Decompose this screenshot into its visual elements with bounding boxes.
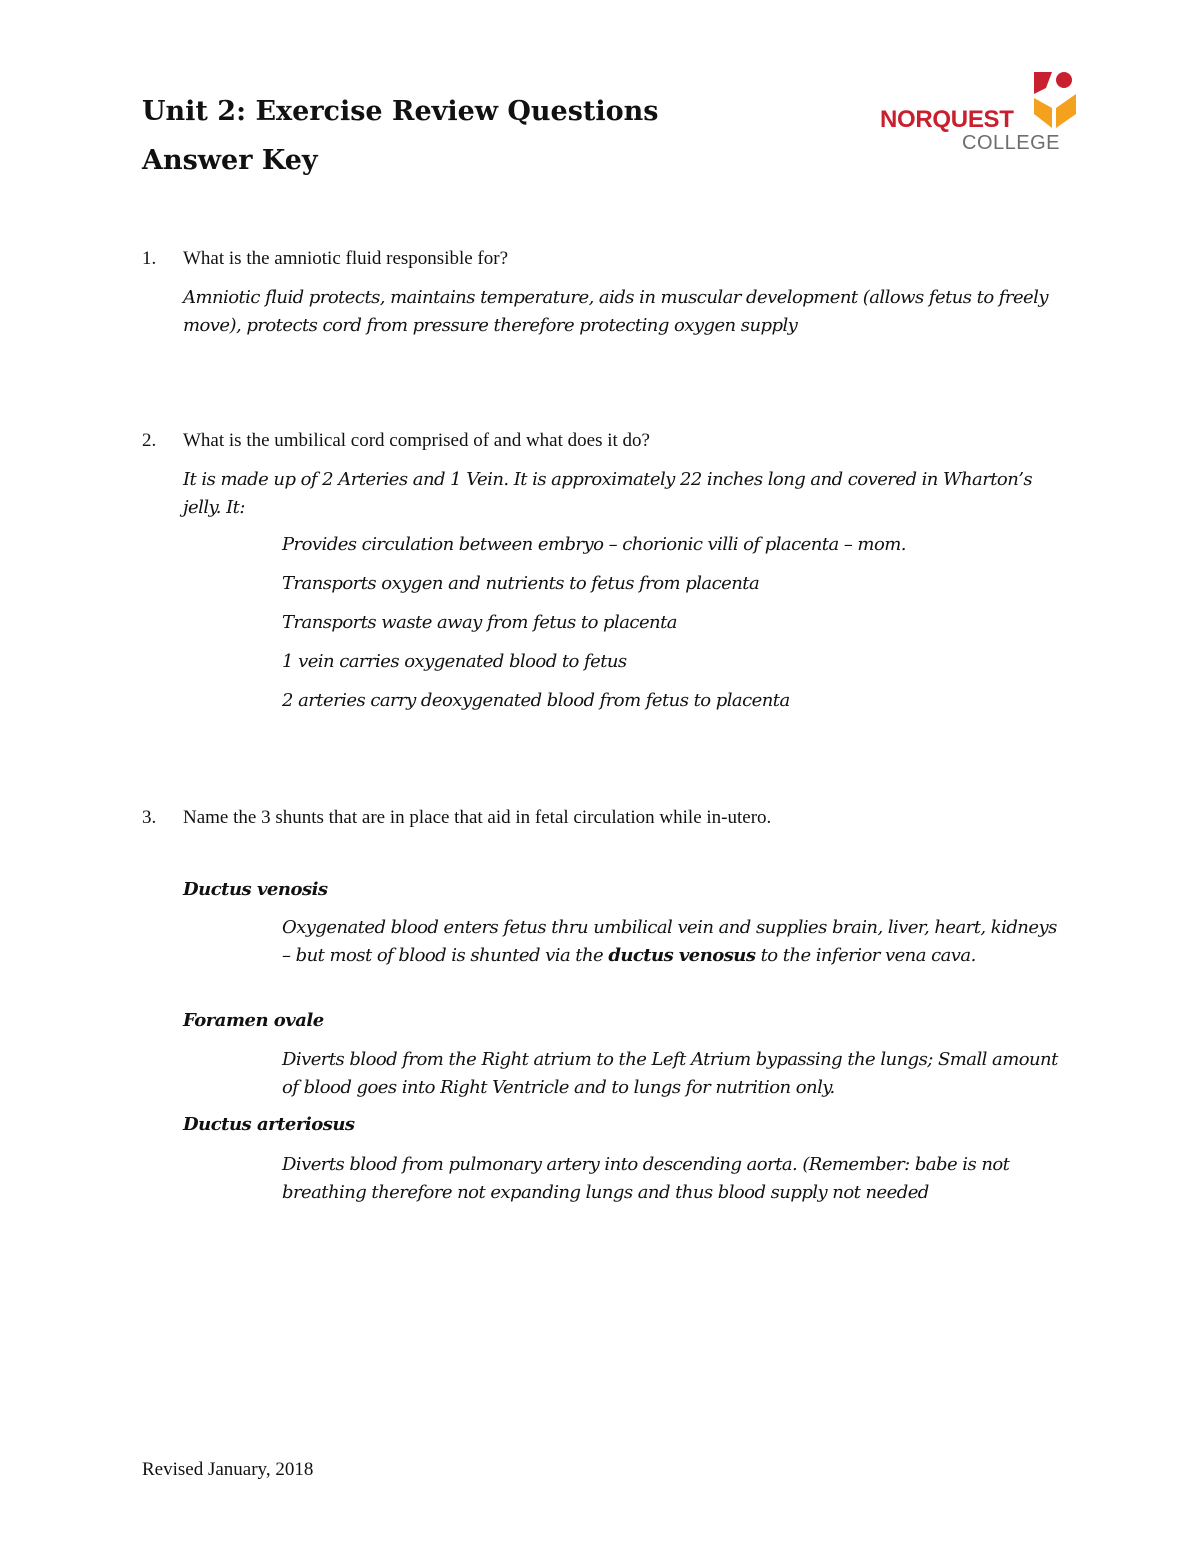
shunt-heading: Ductus venosis	[183, 879, 328, 900]
college-logo-icon	[1032, 70, 1078, 130]
answer-point: Transports waste away from fetus to placenta	[282, 612, 677, 633]
shunt-description: Diverts blood from the Right atrium to the Left Atrium bypassing the lungs; Small amount of blood goes into Right Ventricle and to lungs for nutrition only.	[282, 1049, 1058, 1098]
answer-text: It is made up of 2 Arteries and 1 Vein. It is approximately 22 inches long and covered in Wharton’s jelly. It:	[183, 469, 1033, 518]
answer-point: Transports oxygen and nutrients to fetus from placenta	[282, 573, 760, 594]
page-subtitle: Answer Key	[142, 145, 318, 176]
question-text: What is the amniotic fluid responsible for?	[183, 248, 509, 269]
shunt-description: Oxygenated blood enters fetus thru umbilical vein and supplies brain, liver, heart, kidneys – but most of blood is shunted via the ductus venosus to the inferior vena cava.	[282, 917, 1057, 966]
logo-name: NORQUEST	[880, 106, 1014, 133]
page-title: Unit 2: Exercise Review Questions	[142, 96, 659, 127]
question-text: Name the 3 shunts that are in place that aid in fetal circulation while in-utero.	[183, 807, 772, 828]
answer-point: 2 arteries carry deoxygenated blood from fetus to placenta	[282, 690, 790, 711]
shunt-heading: Ductus arteriosus	[183, 1114, 355, 1135]
answer-point: 1 vein carries oxygenated blood to fetus	[282, 651, 627, 672]
question-text: What is the umbilical cord comprised of and what does it do?	[183, 430, 650, 451]
logo-subtitle: COLLEGE	[962, 132, 1060, 154]
shunt-heading: Foramen ovale	[183, 1010, 324, 1031]
emphasized-term: ductus venosus	[608, 945, 756, 966]
question-number: 1.	[142, 248, 157, 269]
shunt-description: Diverts blood from pulmonary artery into descending aorta. (Remember: babe is not breathing therefore not expanding lungs and thus blood supply not needed	[282, 1154, 1010, 1203]
question-number: 2.	[142, 430, 157, 451]
answer-point: Provides circulation between embryo – chorionic villi of placenta – mom.	[282, 534, 906, 555]
norquest-logo	[880, 70, 1080, 160]
answer-text: Amniotic fluid protects, maintains temperature, aids in muscular development (allows fetus to freely move), protects cord from pressure therefore protecting oxygen supply	[183, 287, 1048, 336]
revision-date: Revised January, 2018	[142, 1459, 314, 1480]
question-number: 3.	[142, 807, 157, 828]
